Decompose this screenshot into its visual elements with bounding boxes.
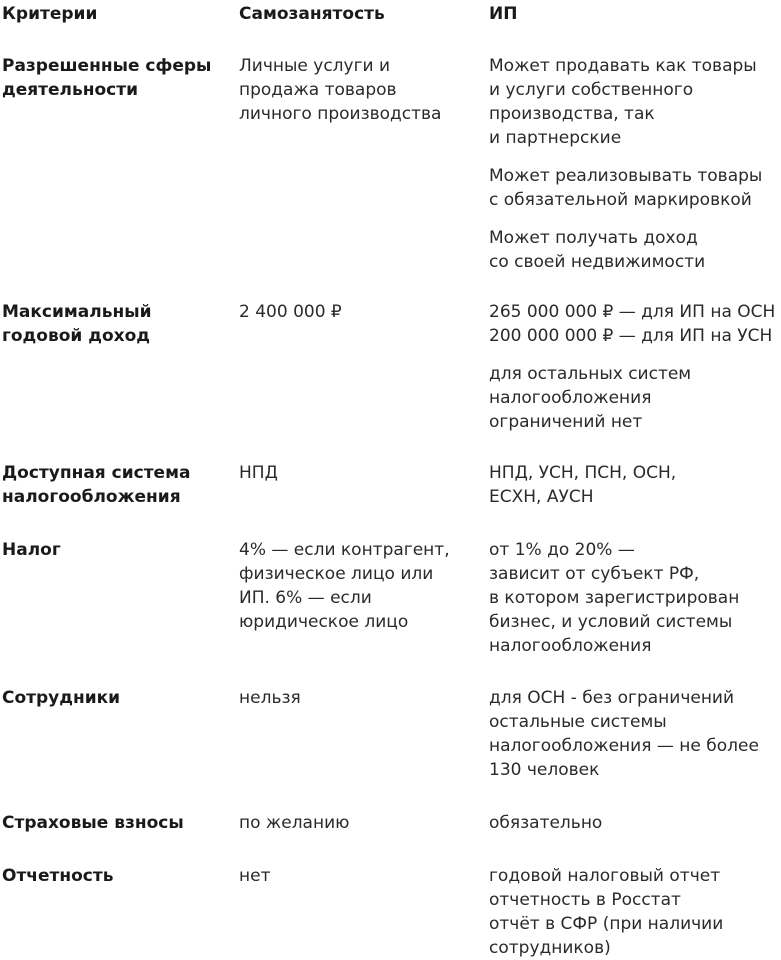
header-ip: ИП: [489, 4, 518, 24]
ip-line: отчёт в СФР (при наличии: [489, 914, 724, 934]
ip-paragraph: [489, 461, 779, 509]
self-employed-line: юридическое лицо: [239, 612, 409, 632]
self-employed-cell: [239, 811, 469, 835]
criteria-line: Отчетность: [2, 866, 114, 886]
ip-line: со своей недвижимости: [489, 252, 706, 272]
criteria-cell: [2, 54, 217, 102]
ip-line: годовой налоговый отчет: [489, 866, 721, 886]
self-employed-line: 2 400 000 ₽: [239, 302, 342, 322]
ip-paragraph: [489, 54, 779, 150]
ip-paragraph: [489, 864, 779, 960]
ip-line: Может реализовывать товары: [489, 166, 763, 186]
ip-line: и услуги собственного: [489, 80, 694, 100]
criteria-cell: [2, 686, 217, 710]
ip-cell: [489, 686, 779, 782]
ip-line: 200 000 000 ₽ — для ИП на УСН: [489, 326, 773, 346]
ip-line: с обязательной маркировкой: [489, 190, 752, 210]
ip-line: остальные системы: [489, 712, 667, 732]
ip-line: НПД, УСН, ПСН, ОСН,: [489, 463, 677, 483]
criteria-line: Страховые взносы: [2, 813, 184, 833]
ip-line: в котором зарегистрирован: [489, 588, 740, 608]
self-employed-line: нельзя: [239, 688, 301, 708]
self-employed-line: ИП. 6% — если: [239, 588, 372, 608]
ip-paragraph: [489, 362, 779, 434]
self-employed-cell: [239, 300, 469, 324]
ip-paragraph: [489, 686, 779, 782]
ip-line: бизнес, и условий системы: [489, 612, 733, 632]
self-employed-line: нет: [239, 866, 271, 886]
ip-line: сотрудников): [489, 938, 611, 958]
ip-cell: [489, 811, 779, 835]
self-employed-cell: [239, 538, 469, 634]
ip-line: ограничений нет: [489, 412, 643, 432]
ip-line: от 1% до 20% —: [489, 540, 635, 560]
ip-line: обязательно: [489, 813, 603, 833]
criteria-line: Максимальный: [2, 302, 152, 322]
ip-line: ЕСХН, АУСН: [489, 487, 594, 507]
self-employed-line: Личные услуги и: [239, 56, 391, 76]
self-employed-cell: [239, 461, 469, 485]
criteria-cell: [2, 538, 217, 562]
criteria-line: годовой доход: [2, 326, 151, 346]
ip-cell: [489, 538, 779, 658]
self-employed-line: НПД: [239, 463, 278, 483]
ip-line: налогообложения: [489, 636, 652, 656]
ip-line: и партнерские: [489, 128, 622, 148]
ip-line: отчетность в Росстат: [489, 890, 681, 910]
self-employed-line: 4% — если контрагент,: [239, 540, 450, 560]
ip-paragraph: [489, 538, 779, 658]
self-employed-line: по желанию: [239, 813, 350, 833]
ip-line: 130 человек: [489, 760, 600, 780]
criteria-cell: [2, 811, 217, 835]
ip-line: зависит от субъект РФ,: [489, 564, 700, 584]
criteria-cell: [2, 461, 217, 509]
ip-line: налогообложения — не более: [489, 736, 759, 756]
criteria-line: Налог: [2, 540, 61, 560]
ip-line: Может продавать как товары: [489, 56, 757, 76]
self-employed-cell: [239, 686, 469, 710]
header-criteria: Критерии: [2, 4, 98, 24]
self-employed-line: продажа товаров: [239, 80, 397, 100]
ip-cell: [489, 300, 779, 434]
ip-paragraph: [489, 226, 779, 274]
criteria-line: Разрешенные сферы: [2, 56, 212, 76]
self-employed-line: личного производства: [239, 104, 442, 124]
ip-paragraph: [489, 300, 779, 348]
ip-line: производства, так: [489, 104, 655, 124]
header-self-employed: Самозанятость: [239, 4, 385, 24]
ip-paragraph: [489, 811, 779, 835]
criteria-line: налогообложения: [2, 487, 181, 507]
criteria-line: деятельности: [2, 80, 139, 100]
ip-cell: [489, 864, 779, 960]
ip-line: 265 000 000 ₽ — для ИП на ОСН: [489, 302, 776, 322]
criteria-line: Сотрудники: [2, 688, 121, 708]
self-employed-cell: [239, 864, 469, 888]
ip-line: Может получать доход: [489, 228, 698, 248]
ip-line: налогообложения: [489, 388, 652, 408]
ip-paragraph: [489, 164, 779, 212]
ip-cell: [489, 461, 779, 509]
ip-line: для остальных систем: [489, 364, 692, 384]
self-employed-line: физическое лицо или: [239, 564, 434, 584]
criteria-line: Доступная система: [2, 463, 191, 483]
ip-line: для ОСН - без ограничений: [489, 688, 735, 708]
ip-cell: [489, 54, 779, 274]
criteria-cell: [2, 864, 217, 888]
self-employed-cell: [239, 54, 469, 126]
criteria-cell: [2, 300, 217, 348]
